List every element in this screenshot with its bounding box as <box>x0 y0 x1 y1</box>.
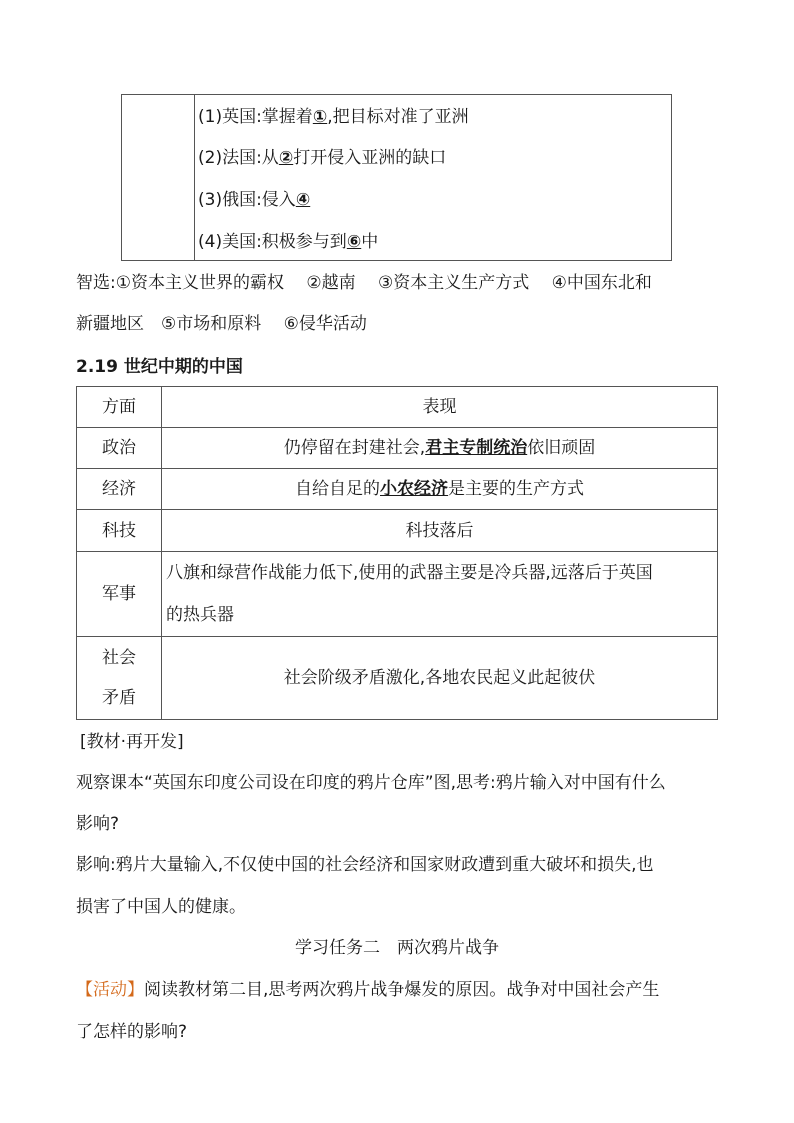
choices-line-1: 智选:①资本主义世界的霸权 ②越南 ③资本主义生产方式 ④中国东北和 <box>76 273 652 293</box>
table-row <box>77 552 718 637</box>
choices-line-2: 新疆地区 ⑤市场和原料 ⑥侵华活动 <box>76 314 367 334</box>
row-tech-content: 科技落后 <box>162 510 718 552</box>
society-aspect-line-2: 矛盾 <box>102 688 136 708</box>
row-tech-aspect: 科技 <box>77 510 162 552</box>
table-row <box>77 637 718 720</box>
task-title: 学习任务二 两次鸦片战争 <box>295 938 499 958</box>
top-table-item-1: (1)英国:掌握着①,把目标对准了亚洲 <box>198 107 469 127</box>
textbook-answer-line-2: 损害了中国人的健康。 <box>76 897 246 917</box>
textbook-question-line-2: 影响? <box>76 814 120 834</box>
activity-line-1 <box>76 980 659 1000</box>
table-divider <box>194 95 195 260</box>
row-politics-content: 仍停留在封建社会,君主专制统治依旧顽固 <box>162 428 718 469</box>
row-military-aspect: 军事 <box>77 552 162 637</box>
header-aspect: 方面 <box>77 387 162 428</box>
activity-text: 阅读教材第二目,思考两次鸦片战争爆发的原因。战争对中国社会产生 <box>144 980 660 1000</box>
military-line-2: 的热兵器 <box>166 605 234 625</box>
table-row <box>77 510 718 552</box>
top-table-item-4: (4)美国:积极参与到⑥中 <box>198 232 379 252</box>
header-performance: 表现 <box>162 387 718 428</box>
row-military-content <box>162 552 718 637</box>
table-row <box>77 387 718 428</box>
textbook-answer-line-1: 影响:鸦片大量输入,不仅使中国的社会经济和国家财政遭到重大破坏和损失,也 <box>76 855 654 875</box>
table-row <box>77 428 718 469</box>
top-table <box>121 94 672 261</box>
section-heading: 2.19 世纪中期的中国 <box>76 357 243 377</box>
textbook-label: [教材·再开发] <box>80 732 184 752</box>
row-society-content: 社会阶级矛盾激化,各地农民起义此起彼伏 <box>162 637 718 720</box>
activity-label: 【活动】 <box>76 980 144 1000</box>
society-aspect-line-1: 社会 <box>102 648 136 668</box>
table-row <box>77 469 718 510</box>
top-table-item-3: (3)俄国:侵入④ <box>198 190 311 210</box>
activity-line-2: 了怎样的影响? <box>76 1022 188 1042</box>
row-economy-aspect: 经济 <box>77 469 162 510</box>
row-society-aspect <box>77 637 162 720</box>
textbook-question-line-1: 观察课本“英国东印度公司设在印度的鸦片仓库”图,思考:鸦片输入对中国有什么 <box>76 773 666 793</box>
china-mid-19th-table <box>76 386 718 720</box>
top-table-item-2: (2)法国:从②打开侵入亚洲的缺口 <box>198 148 447 168</box>
row-economy-content: 自给自足的小农经济是主要的生产方式 <box>162 469 718 510</box>
row-politics-aspect: 政治 <box>77 428 162 469</box>
military-line-1: 八旗和绿营作战能力低下,使用的武器主要是冷兵器,远落后于英国 <box>166 563 653 583</box>
